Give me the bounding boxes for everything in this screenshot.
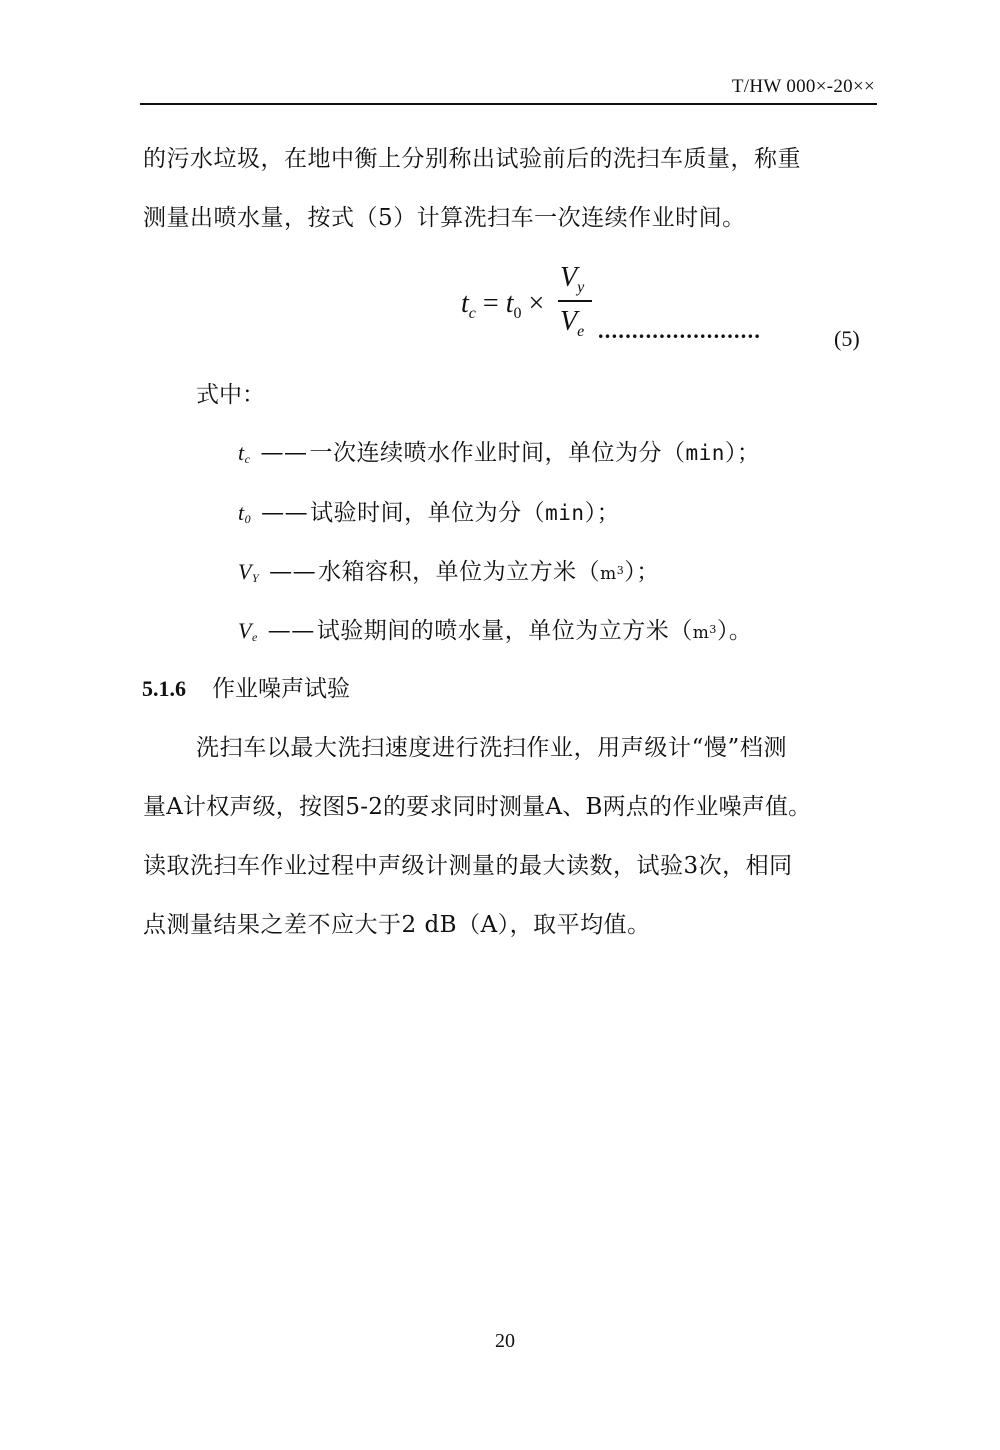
formula-numerator xyxy=(560,262,584,297)
symbol-subscript: e xyxy=(251,630,258,644)
definition-text: 一次连续喷水作业时间，单位为分（ xyxy=(309,440,686,466)
formula-equals: = xyxy=(475,288,506,319)
formula-symbol: t xyxy=(461,288,469,319)
body-text-line: 的污水垃圾，在地中衡上分别称出试验前后的洗扫车质量，称重 xyxy=(143,146,801,172)
definition-dash: —— xyxy=(261,500,309,526)
document-code: T/HW 000×-20×× xyxy=(731,76,875,97)
definition-text: 试验期间的喷水量，单位为立方米（ xyxy=(316,618,693,644)
formula-times: × xyxy=(521,288,545,319)
definition-text: 试验时间，单位为分（ xyxy=(310,500,546,526)
formula-symbol: V xyxy=(560,306,578,337)
section-title: 作业噪声试验 xyxy=(212,676,350,702)
symbol-letter: V xyxy=(238,559,252,584)
fraction-bar xyxy=(558,300,592,302)
formula-subscript: c xyxy=(468,305,476,322)
definition-item xyxy=(238,561,660,584)
header-rule xyxy=(140,103,877,105)
definition-unit: m xyxy=(600,564,617,584)
formula-denominator xyxy=(560,306,584,341)
symbol-subscript: c xyxy=(244,452,251,466)
definition-symbol xyxy=(238,500,251,525)
definition-text-end: ）。 xyxy=(716,618,753,644)
where-label: 式中： xyxy=(196,382,265,408)
definition-text: 水箱容积，单位为立方米（ xyxy=(318,559,601,585)
definition-item xyxy=(238,442,760,465)
definition-item xyxy=(238,502,620,525)
definition-item xyxy=(238,620,752,643)
formula-symbol: t xyxy=(505,288,514,319)
formula-subscript: e xyxy=(577,323,585,340)
paragraph-line: 量A计权声级，按图5-2的要求同时测量A、B两点的作业噪声值。 xyxy=(143,794,812,820)
definition-unit: m xyxy=(692,623,710,643)
page-number: 20 xyxy=(495,1330,515,1352)
definition-dash: —— xyxy=(267,618,315,644)
definition-unit: min xyxy=(545,501,585,525)
body-text-line: 测量出喷水量，按式（5）计算洗扫车一次连续作业时间。 xyxy=(143,205,746,231)
symbol-letter: t xyxy=(238,500,245,525)
definition-text-end: ）； xyxy=(624,559,660,585)
formula-subscript: y xyxy=(577,279,585,296)
definition-dash: —— xyxy=(260,440,308,466)
symbol-subscript: 0 xyxy=(244,512,252,526)
definition-text-end: ）； xyxy=(724,440,761,466)
section-number: 5.1.6 xyxy=(142,676,186,701)
formula-subscript: 0 xyxy=(513,305,522,322)
symbol-subscript: Y xyxy=(251,571,260,585)
unit-superscript: 3 xyxy=(616,564,625,577)
paragraph-line: 读取洗扫车作业过程中声级计测量的最大读数，试验3次，相同 xyxy=(143,853,793,879)
paragraph-line: 洗扫车以最大洗扫速度进行洗扫作业，用声级计“慢”档测 xyxy=(196,735,788,761)
definition-text-end: ）； xyxy=(584,500,621,526)
symbol-letter: t xyxy=(238,440,245,465)
formula-lhs xyxy=(461,288,544,323)
definition-unit: min xyxy=(685,441,725,465)
paragraph-line: 点测量结果之差不应大于2 dB（A），取平均值。 xyxy=(143,912,651,938)
equation-number: (5) xyxy=(834,326,860,351)
definition-symbol xyxy=(238,618,258,643)
formula-symbol: V xyxy=(560,262,578,293)
unit-superscript: 3 xyxy=(709,623,717,636)
symbol-letter: V xyxy=(238,618,252,643)
definition-symbol xyxy=(238,559,259,584)
formula-leader-dots: ........................ xyxy=(598,318,762,343)
section-heading xyxy=(142,678,350,701)
definition-dash: —— xyxy=(269,559,317,585)
definition-symbol xyxy=(238,440,250,465)
